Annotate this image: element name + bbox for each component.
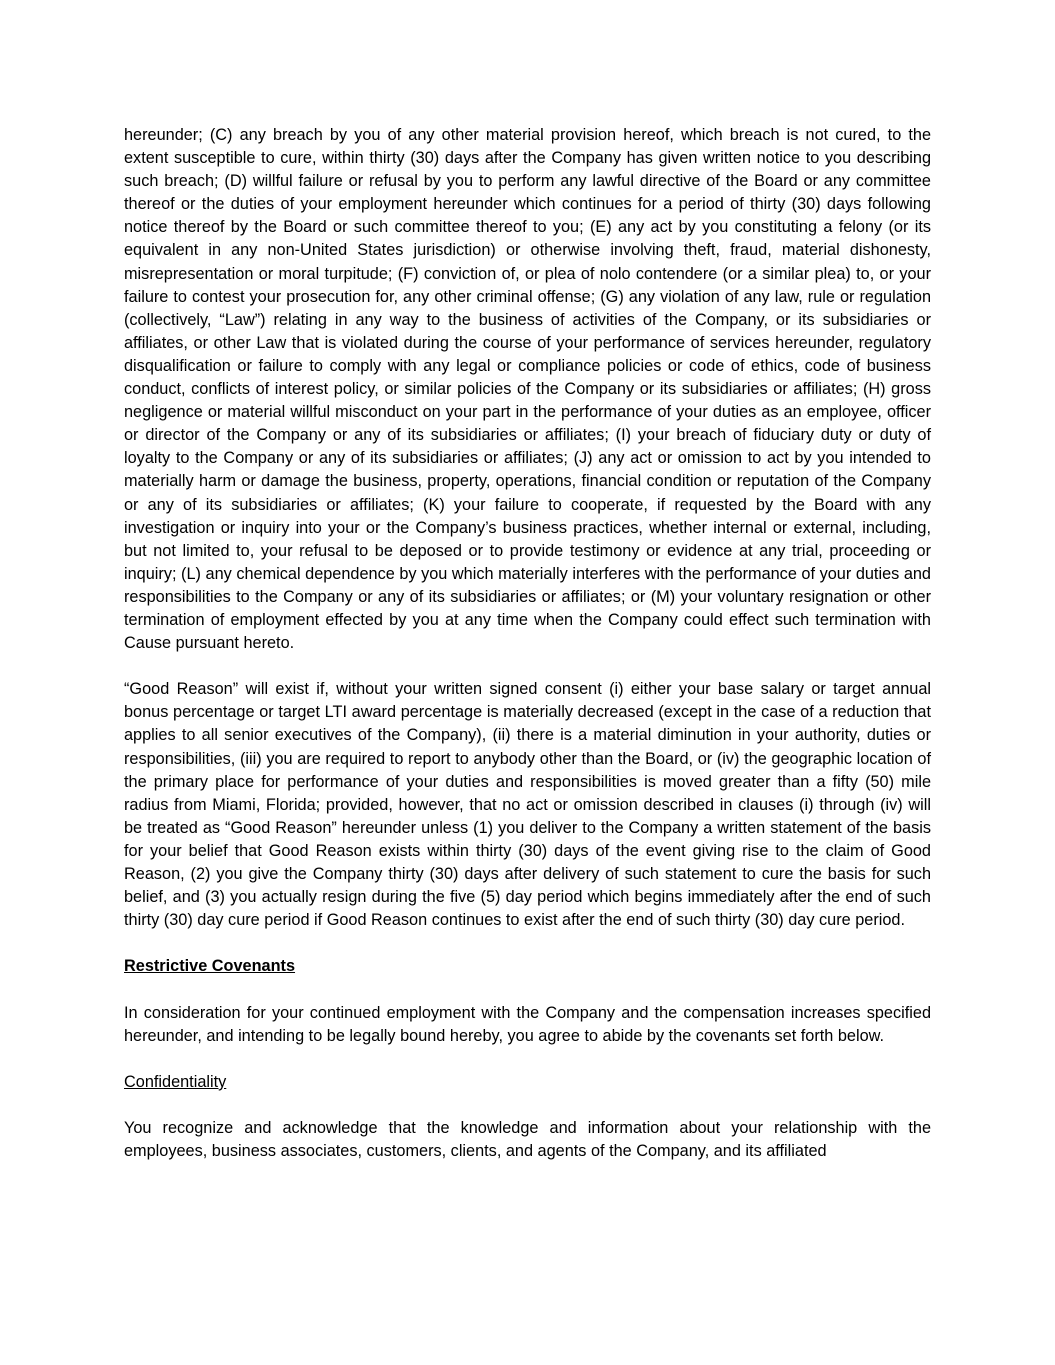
restrictive-covenants-heading: Restrictive Covenants	[124, 957, 296, 976]
good-reason-paragraph: “Good Reason” will exist if, without your written signed consent (i) either your base salary or target annual bonus percentage or target LTI award percentage is materially decreased (except in the case of a reduction that applies to all senior executives of the Company), (ii) there is a material diminution in your authority, duties or responsibilities, (iii) you are required to report to anybody other than the Board, or (iv) the geographic location of the primary place for performance of your duties and responsibilities is moved greater than a fifty (50) mile radius from Miami, Florida; provided, however, that no act or omission described in clauses (i) through (iv) will be treated as “Good Reason” hereunder unless (1) you deliver to the Company a written statement of the basis for your belief that Good Reason exists within thirty (30) days of the event giving rise to the claim of Good Reason, (2) you give the Company thirty (30) days after delivery of such statement to cure the basis for such belief, and (3) you actually resign during the five (5) day period which begins immediately after the end of such thirty (30) day cure period if Good Reason continues to exist after the end of such thirty (30) day cure period.	[124, 680, 931, 930]
confidentiality-subheading: Confidentiality	[124, 1072, 227, 1091]
covenants-intro-paragraph: In consideration for your continued employment with the Company and the compensation increases specified hereunder, and intending to be legally bound hereby, you agree to abide by the covenants set forth below.	[124, 1003, 931, 1045]
confidentiality-paragraph: You recognize and acknowledge that the knowledge and information about your relationship with the employees, business associates, customers, clients, and agents of the Company, and its affiliated	[124, 1119, 931, 1161]
cause-definition-paragraph: hereunder; (C) any breach by you of any other material provision hereof, which breach is not cured, to the extent susceptible to cure, within thirty (30) days after the Company has given written notice to you describing such breach; (D) willful failure or refusal by you to perform any lawful directive of the Board or any committee thereof or the duties of your employment hereunder which continues for a period of thirty (30) days following notice thereof by the Board or such committee thereof to you; (E) any act by you constituting a felony (or its equivalent in any non-United States jurisdiction) or otherwise involving theft, fraud, material dishonesty, misrepresentation or moral turpitude; (F) conviction of, or plea of nolo contendere (or a similar plea) to, or your failure to contest your prosecution for, any other criminal offense; (G) any violation of any law, rule or regulation (collectively, “Law”) relating in any way to the business of activities of the Company, or its subsidiaries or affiliates, or other Law that is violated during the course of your performance of services hereunder, regulatory disqualification or failure to comply with any legal or compliance policies or code of ethics, code of business conduct, conflicts of interest policy, or similar policies of the Company or its subsidiaries or affiliates; (H) gross negligence or material willful misconduct on your part in the performance of your duties as an employee, officer or director of the Company or any of its subsidiaries or affiliates; (I) your breach of fiduciary duty or duty of loyalty to the Company or any of its subsidiaries or affiliates; (J) any act or omission to act by you intended to materially harm or damage the business, property, operations, financial condition or reputation of the Company or any of its subsidiaries or affiliates; (K) your failure to cooperate, if requested by the Board with any investigation or inquiry into your or the Company’s business practices, whether internal or external, including, but not limited to, your refusal to be deposed or to provide testimony or evidence at any trial, proceeding or inquiry; (L) any chemical dependence by you which materially interferes with the performance of your duties and responsibilities to the Company or any of its subsidiaries or affiliates; or (M) your voluntary resignation or other termination of employment effected by you at any time when the Company could effect such termination with Cause pursuant hereto.	[124, 126, 931, 653]
document-page	[124, 124, 931, 1186]
